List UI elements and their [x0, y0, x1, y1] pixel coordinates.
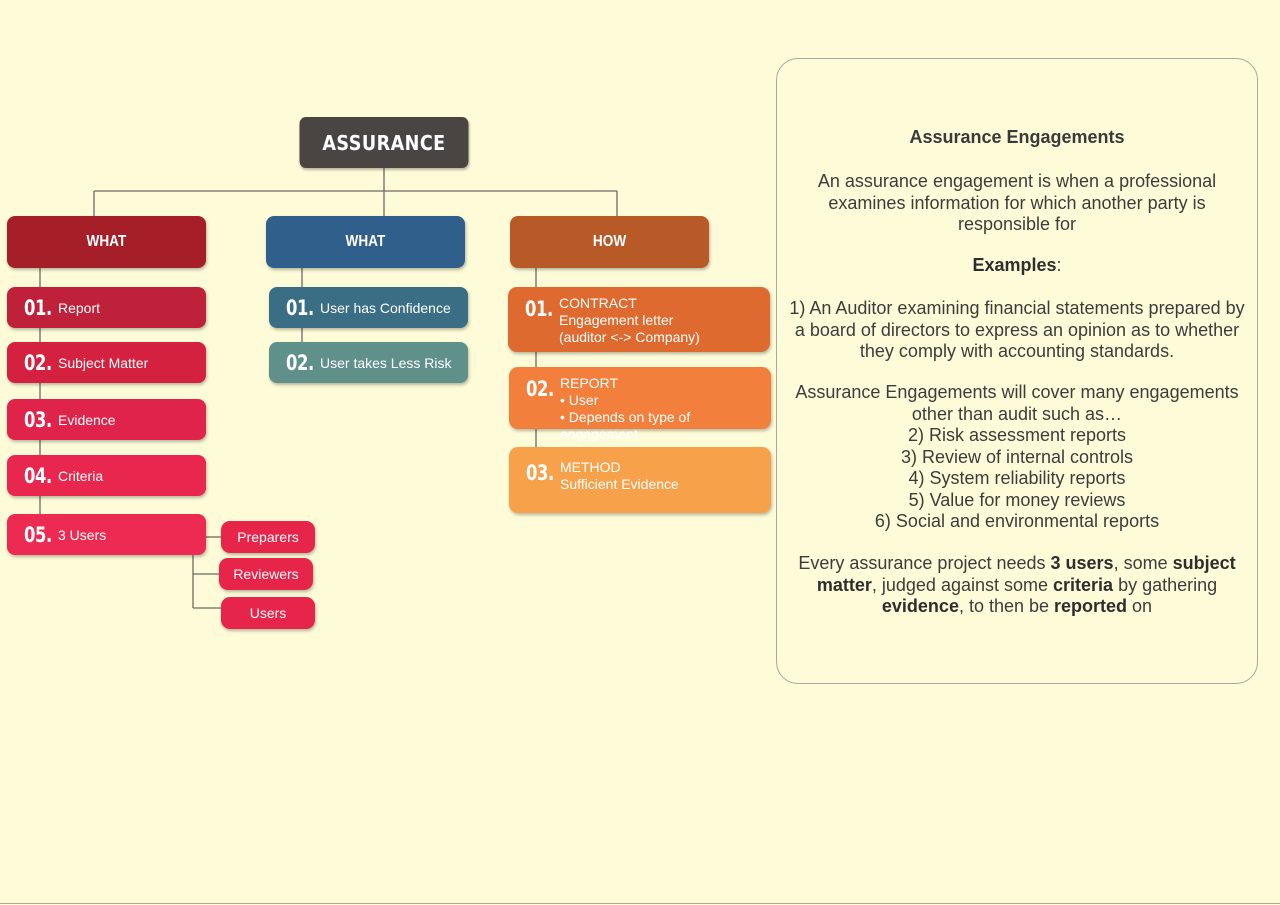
- bottom-divider: [0, 903, 1280, 904]
- how-item-line: Sufficient Evidence: [560, 476, 679, 492]
- examples-label: Examples: [972, 255, 1057, 275]
- user-label: Users: [249, 605, 287, 621]
- how-item-text: [559, 295, 700, 346]
- other-list-item: 4) System reliability reports: [908, 468, 1126, 488]
- how-item-line: • User: [560, 392, 599, 408]
- panel-title: Assurance Engagements: [909, 127, 1125, 147]
- panel-other-intro: Assurance Engagements will cover many engagements other than audit such as…: [795, 382, 1239, 424]
- how-item-line: Engagement letter: [559, 312, 674, 328]
- user-preparers: [221, 521, 315, 553]
- other-list-item: 3) Review of internal controls: [900, 446, 1134, 467]
- root-assurance: [300, 117, 469, 168]
- how-item-title: CONTRACT: [559, 295, 637, 311]
- column-what-1-heading: [7, 216, 206, 268]
- item-number: 03.: [526, 461, 554, 485]
- summary-bold: criteria: [1053, 574, 1114, 595]
- what2-item-less-risk: [269, 342, 468, 383]
- summary-text: by gathering: [1113, 574, 1218, 595]
- column-how-label: HOW: [592, 233, 627, 250]
- how-item-title: METHOD: [560, 459, 621, 475]
- other-list-item: 2) Risk assessment reports: [907, 425, 1127, 445]
- how-item-contract: [508, 287, 770, 352]
- panel-definition: An assurance engagement is when a professional examines information for which another party is responsible for: [817, 171, 1217, 234]
- what-item-evidence: [7, 399, 206, 440]
- item-number: 04.: [24, 463, 52, 488]
- summary-text: Every assurance project needs: [798, 553, 1051, 573]
- user-users: [221, 597, 315, 629]
- summary-bold: subject matter: [816, 553, 1236, 595]
- what-item-3-users: [7, 514, 206, 555]
- item-number: 01.: [24, 295, 52, 320]
- summary-bold: reported: [1054, 596, 1128, 616]
- how-item-text: [560, 459, 679, 493]
- summary-bold: 3 users: [1050, 553, 1114, 573]
- item-number: 02.: [526, 377, 554, 401]
- how-item-report: [509, 367, 771, 442]
- item-label: Subject Matter: [58, 354, 149, 371]
- root-label: ASSURANCE: [322, 130, 446, 155]
- item-number: 01.: [525, 297, 553, 321]
- column-what-2-label: WHAT: [345, 233, 386, 250]
- column-what-1-label: WHAT: [86, 233, 127, 250]
- how-item-method: [509, 447, 771, 513]
- item-label: User takes Less Risk: [320, 354, 452, 371]
- how-item-text: [560, 375, 771, 443]
- what-item-criteria: [7, 455, 206, 496]
- what-item-report: [7, 287, 206, 328]
- summary-text: , some: [1113, 553, 1173, 573]
- summary-text: , to then be: [958, 596, 1055, 616]
- summary-text: on: [1127, 596, 1153, 616]
- item-number: 02.: [286, 350, 314, 375]
- item-number: 05.: [24, 522, 52, 547]
- how-item-title: REPORT: [560, 375, 619, 391]
- item-label: Report: [58, 299, 101, 316]
- item-label: Evidence: [58, 411, 116, 428]
- other-list-item: 5) Value for money reviews: [908, 489, 1126, 510]
- what2-item-user-confidence: [269, 287, 468, 328]
- column-what-2-heading: [266, 216, 465, 268]
- item-label: User has Confidence: [320, 299, 451, 316]
- item-number: 03.: [24, 407, 52, 432]
- how-item-line: (auditor <-> Company): [559, 329, 700, 345]
- item-label: Criteria: [58, 467, 104, 484]
- panel-other-list: [787, 425, 1247, 533]
- panel-examples-heading: [787, 255, 1247, 277]
- info-panel: [776, 58, 1258, 684]
- item-label: 3 Users: [58, 526, 107, 543]
- item-number: 02.: [24, 350, 52, 375]
- other-list-item: 6) Social and environmental reports: [874, 511, 1160, 531]
- column-how-heading: [510, 216, 709, 268]
- panel-example-1: 1) An Auditor examining financial statements prepared by a board of directors to express an opinion as to whether they comply with accounting standards.: [789, 298, 1245, 361]
- item-number: 01.: [286, 295, 314, 320]
- user-label: Reviewers: [233, 566, 299, 582]
- panel-summary: [787, 553, 1247, 618]
- user-label: Preparers: [237, 529, 299, 545]
- summary-bold: evidence: [881, 596, 959, 616]
- what-item-subject-matter: [7, 342, 206, 383]
- user-reviewers: [219, 558, 313, 590]
- summary-text: , judged against some: [871, 574, 1054, 595]
- how-item-line: • Depends on type of engagement: [560, 409, 691, 442]
- examples-colon: :: [1056, 255, 1062, 275]
